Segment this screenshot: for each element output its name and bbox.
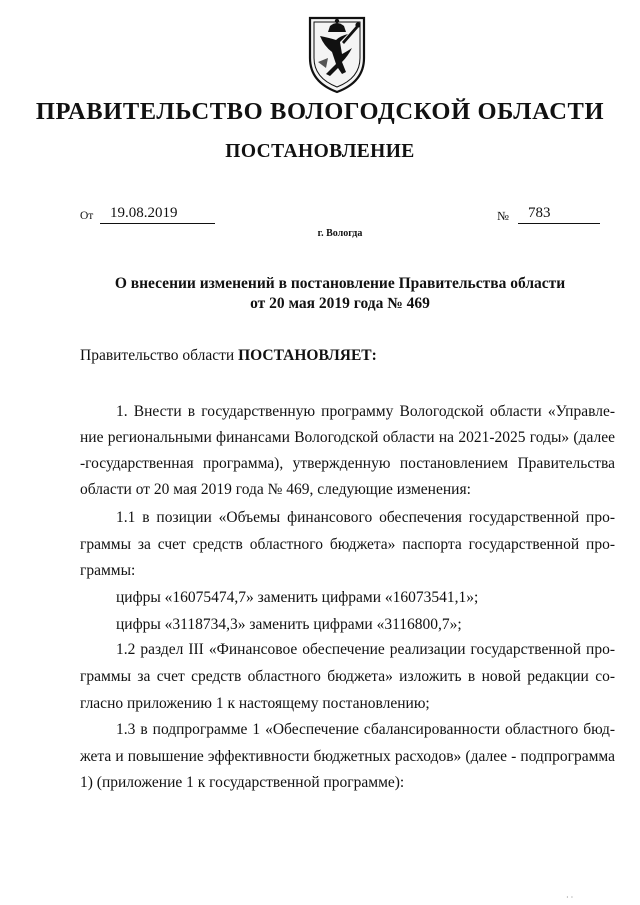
body-line: граммы за счет средств областного бюджета» изложить в новой редакции со- (80, 668, 615, 685)
preamble (80, 347, 377, 365)
document-type: ПОСТАНОВЛЕНИЕ (225, 141, 415, 162)
body-line: 1.3 в подпрограмме 1 «Обеспечение сбалансированности областного бюд- (116, 721, 615, 738)
body-line: гласно приложению 1 к настоящему постановлению; (80, 695, 430, 712)
body-line: ние региональными финансами Вологодской области на 2021-2025 годы» (далее (80, 429, 615, 446)
body-line: -государственная программа), утвержденную постановлением Правительства (80, 455, 615, 472)
body-line: 1.2 раздел III «Финансовое обеспечение реализации государственной про- (116, 641, 615, 658)
document-subject (60, 274, 620, 314)
body-line: 1. Внести в государственную программу Вологодской области «Управле- (116, 403, 615, 420)
body-line: цифры «16075474,7» заменить цифрами «16073541,1»; (116, 589, 479, 606)
document-date: 19.08.2019 (100, 204, 215, 224)
body-line: 1) (приложение 1 к государственной программе): (80, 774, 405, 791)
corner-mark: · · (566, 893, 574, 902)
coat-of-arms-icon (302, 12, 372, 96)
number-sign: № (497, 209, 509, 223)
preamble-text: Правительство области (80, 347, 239, 364)
date-prefix: От (80, 210, 94, 222)
subject-line: О внесении изменений в постановление Правительства области (114, 275, 566, 292)
preamble-decree-word: ПОСТАНОВЛЯЕТ: (238, 347, 377, 364)
body-line: области от 20 мая 2019 года № 469, следующие изменения: (80, 481, 471, 498)
government-title: ПРАВИТЕЛЬСТВО ВОЛОГОДСКОЙ ОБЛАСТИ (35, 98, 605, 125)
body-line: граммы: (80, 562, 136, 579)
body-line: жета и повышение эффективности бюджетных расходов» (далее - подпрограмма (80, 748, 615, 765)
body-line: граммы за счет средств областного бюджета» паспорта государственной про- (80, 536, 615, 553)
document-number: 783 (518, 204, 600, 224)
subject-line: от 20 мая 2019 года № 469 (250, 295, 430, 312)
body-line: 1.1 в позиции «Объемы финансового обеспечения государственной про- (116, 509, 615, 526)
city-name: г. Вологда (317, 228, 363, 239)
body-line: цифры «3118734,3» заменить цифрами «3116800,7»; (116, 616, 462, 633)
